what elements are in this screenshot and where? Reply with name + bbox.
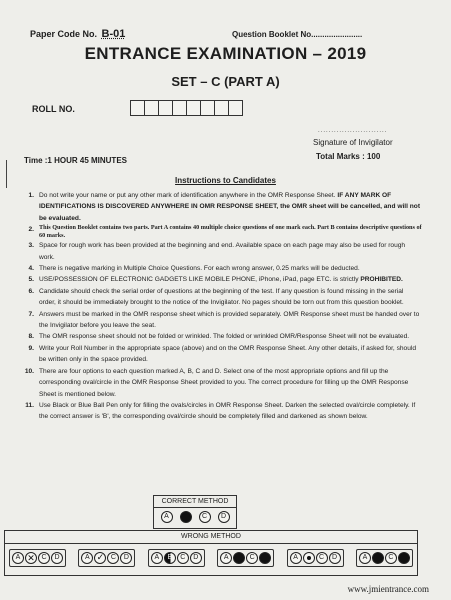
bubble-d: D <box>120 552 132 564</box>
item-number: 7. <box>28 310 34 318</box>
correct-method-box <box>153 495 237 529</box>
list-item <box>14 240 422 263</box>
item-number: 1. <box>28 192 34 199</box>
list-item <box>14 263 422 274</box>
item-number: 10. <box>24 367 34 375</box>
item-number: 6. <box>28 287 34 295</box>
item-number: 11. <box>25 401 34 409</box>
bubble-d-filled <box>398 552 410 564</box>
item-number: 9. <box>28 344 34 352</box>
bubble-c: C <box>199 511 211 523</box>
correct-method-label: CORRECT METHOD <box>154 496 236 508</box>
bubble-a: A <box>161 511 173 523</box>
footer-url: www.jmientrance.com <box>347 584 429 594</box>
bubble-a: A <box>151 552 163 564</box>
bubble-a: A <box>359 552 371 564</box>
bubble-d-filled <box>259 552 271 564</box>
instructions-list <box>14 190 422 423</box>
item-number: 4. <box>28 265 34 273</box>
bubble-b-ticked <box>94 552 106 564</box>
roll-box <box>214 100 229 116</box>
item-text: Write your Roll Number in the appropriate space (above) and on the OMR Response Sheet. Any other details, if asked for, should be written only in the space provided. <box>39 344 417 364</box>
list-item <box>14 286 422 309</box>
page-title: ENTRANCE EXAMINATION – 2019 <box>84 44 367 63</box>
bubble-c: C <box>316 552 328 564</box>
bubble-b-half-filled: B <box>164 552 176 564</box>
item-text: There are four options to each question marked A, B, C and D. Select one of the most appropriate options and fill up the corresponding oval/circle in the OMR Response Sheet provided to you. The correct procedure for filling up the OMR Response Sheet is mentioned below. <box>39 367 409 398</box>
bubble-c: C <box>38 552 50 564</box>
bubble-d: D <box>51 552 63 564</box>
item-text: There is negative marking in Multiple Choice Questions. For each wrong answer, 0.25 marks will be deducted. <box>39 265 360 273</box>
bubble-d: D <box>190 552 202 564</box>
bubble-b-filled <box>180 511 192 523</box>
roll-box <box>130 100 145 116</box>
wrong-example-dot <box>287 549 344 567</box>
correct-method-bubbles <box>154 511 236 523</box>
bubble-b-filled <box>372 552 384 564</box>
wrong-example-half <box>148 549 205 567</box>
bubble-b-crossed <box>25 552 37 564</box>
wrong-method-label: WRONG METHOD <box>5 531 417 544</box>
list-item <box>14 331 422 342</box>
booklet-number: Question Booklet No....................... <box>232 30 363 39</box>
bubble-c: C <box>107 552 119 564</box>
roll-box <box>228 100 243 116</box>
bubble-d: D <box>329 552 341 564</box>
bubble-c: C <box>385 552 397 564</box>
bubble-a: A <box>12 552 24 564</box>
roll-box <box>172 100 187 116</box>
signature-line: .......................... <box>318 128 388 134</box>
wrong-example-tick <box>78 549 135 567</box>
roll-box <box>158 100 173 116</box>
bubble-a: A <box>220 552 232 564</box>
item-text: This Question Booklet contains two parts. Part A contains 40 multiple choice questions of one mark each. Part B contains descriptive questions of 60 marks. <box>39 224 422 240</box>
wrong-example-two-filled <box>356 549 413 567</box>
item-text: The OMR response sheet should not be folded or wrinkled. The folded or wrinkled OMR/Response Sheet will not be evaluated. <box>39 333 410 341</box>
list-item <box>14 190 422 224</box>
instructions-title: Instructions to Candidates <box>175 176 276 185</box>
total-marks: Total Marks : 100 <box>316 152 381 161</box>
roll-box <box>200 100 215 116</box>
roll-box <box>144 100 159 116</box>
wrong-example-multiple <box>217 549 274 567</box>
bubble-c: C <box>246 552 258 564</box>
item-text: USE/POSSESSION OF ELECTRONIC GADGETS LIKE MOBILE PHONE, iPhone, iPad, page ETC. is strictly PROHIBITED. <box>39 276 403 284</box>
roll-box <box>186 100 201 116</box>
list-item <box>14 400 422 423</box>
list-item <box>14 224 422 240</box>
wrong-method-examples <box>5 544 417 567</box>
list-item <box>14 309 422 332</box>
bubble-a: A <box>81 552 93 564</box>
time-limit: Time :1 HOUR 45 MINUTES <box>24 156 127 165</box>
list-item <box>14 274 422 285</box>
bubble-d: D <box>218 511 230 523</box>
bubble-c: C <box>177 552 189 564</box>
item-text: Candidate should check the serial order of questions at the beginning of the test. If any question is found missing in the serial order, it should be immediately brought to the notice of the Invigilator. No pages should be torn out from this question booklet. <box>39 287 404 307</box>
list-item <box>14 366 422 400</box>
paper-code-label: Paper Code No. <box>30 29 98 39</box>
item-text: Do not write your name or put any other mark of identification anywhere in the OMR Response Sheet. IF ANY MARK OF IDENTIFICATIONS IS DISCOVERED ANYWHERE IN OMR RESPONSE SHEET, the OMR sheet will be cancelled, and will not be evaluated. <box>39 192 421 222</box>
item-text: Use Black or Blue Ball Pen only for filling the ovals/circles in OMR Response Sheet. Darken the selected oval/circle completely. If the correct answer is 'B', the corresponding oval/circle should be completely filled and darkened as shown below. <box>39 401 416 421</box>
bubble-b-dotted <box>303 552 315 564</box>
wrong-method-box <box>4 530 418 576</box>
signature-label: Signature of Invigilator <box>313 138 393 147</box>
list-item <box>14 343 422 366</box>
roll-number-boxes <box>130 100 242 116</box>
item-text: Space for rough work has been provided at the beginning and end. Available space on each page may also be used for rough work. <box>39 242 406 261</box>
item-number: 8. <box>28 333 34 341</box>
bubble-a: A <box>290 552 302 564</box>
item-number: 3. <box>28 242 34 250</box>
item-text: Answers must be marked in the OMR response sheet which is provided separately. OMR Response sheet must be handed over to the Invigilator before you leave the seat. <box>39 310 420 330</box>
bubble-b-filled <box>233 552 245 564</box>
page-subtitle: SET – C (PART A) <box>171 74 280 89</box>
paper-code <box>30 28 125 40</box>
roll-number-label: ROLL NO. <box>32 104 75 114</box>
item-number: 2. <box>28 226 34 234</box>
wrong-example-cross <box>9 549 66 567</box>
paper-code-value: B-01 <box>101 28 126 40</box>
item-number: 5. <box>28 276 34 284</box>
